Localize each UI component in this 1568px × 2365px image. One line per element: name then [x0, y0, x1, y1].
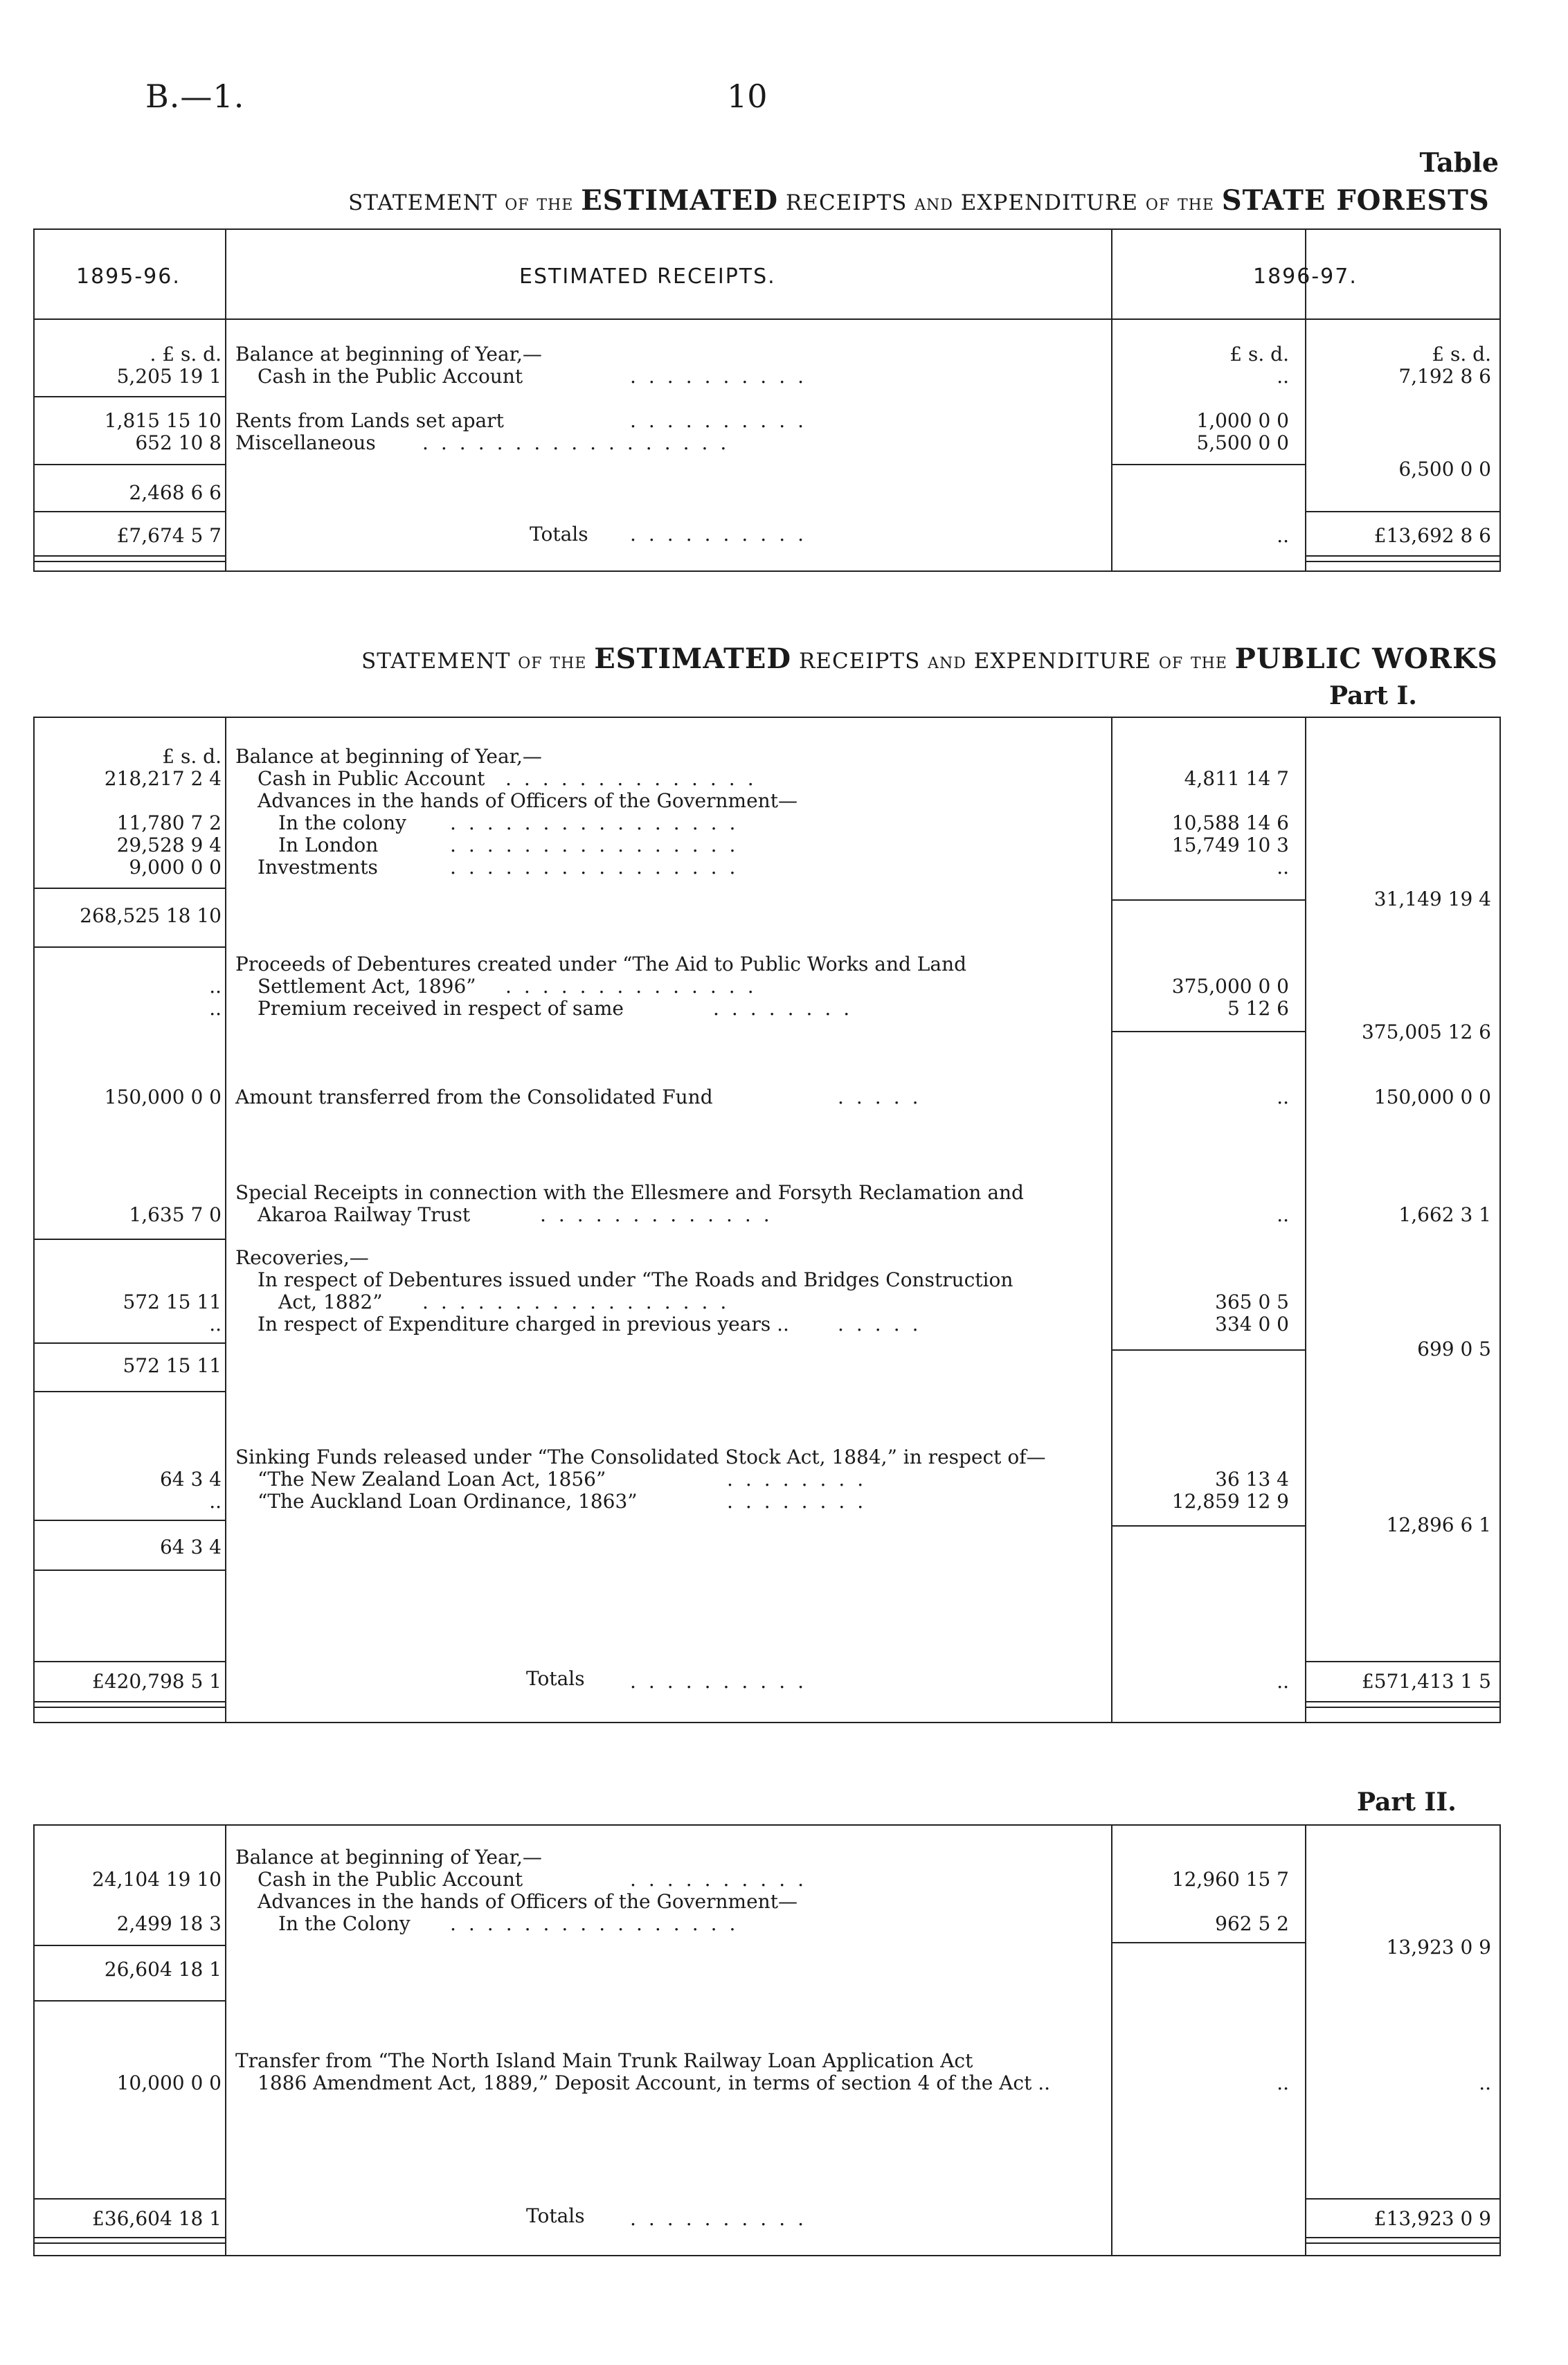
column-header-1895: 1895-96.: [76, 264, 181, 289]
subtotal-1896: 12,896 6 1: [1386, 1513, 1491, 1536]
public-works-part2-table: Balance at beginning of Year,— Cash in the Public Account .......... 24,104 19 10 12,960 15 7 Advances in the hands of Officers of the Government— In the Colony ................ 2,499 18 3 962 5 2 26,604 18 1 13,923 0 9 Transfer from “The North Island Main Trunk Railway Loan Application Act 1886 Amendment Act, 1889,” Deposit Account, in terms of section 4 of the Act .. 10,000 0 0 .. .. Totals .......... £36,604 18 1 £13,923 0 9: [33, 1824, 1501, 2256]
row-label: In respect of Debentures issued under “The Roads and Bridges Construction: [258, 1268, 1013, 1291]
state-forests-title: STATEMENT of the ESTIMATED RECEIPTS and EXPENDITURE of the STATE FORESTS: [348, 184, 1490, 217]
public-works-title: STATEMENT of the ESTIMATED RECEIPTS and EXPENDITURE of the PUBLIC WORKS: [361, 642, 1498, 675]
amount-1895: 5,205 19 1: [116, 365, 222, 388]
row-label: Cash in Public Account: [258, 767, 485, 790]
amount-1895: 2,499 18 3: [116, 1912, 222, 1935]
subtotal-1896: 375,005 12 6: [1361, 1020, 1491, 1043]
amount-1895: 11,780 7 2: [116, 811, 222, 834]
row-label: Amount transferred from the Consolidated Fund: [235, 1086, 713, 1108]
row-label: Cash in the Public Account: [258, 365, 523, 388]
subtotal-1895: 268,525 18 10: [80, 904, 222, 927]
amount-1896-detail: 1,000 0 0: [1196, 409, 1289, 432]
subtotal-1896: 699 0 5: [1417, 1338, 1491, 1360]
row-label: “The Auckland Loan Ordinance, 1863”: [258, 1490, 638, 1513]
row-heading: Balance at beginning of Year,—: [235, 1846, 542, 1869]
row-label: Transfer from “The North Island Main Trunk Railway Loan Application Act: [235, 2049, 973, 2072]
total-1895: £420,798 5 1: [91, 1670, 222, 1693]
units-label: £ s. d.: [162, 745, 222, 768]
amount-1895: ..: [209, 1313, 222, 1336]
row-label: Premium received in respect of same: [258, 997, 624, 1020]
row-label: Special Receipts in connection with the Ellesmere and Forsyth Reclamation and: [235, 1181, 1024, 1204]
subtotal-1895: 2,468 6 6: [129, 481, 222, 504]
amount-1895: 29,528 9 4: [116, 834, 222, 856]
row-heading: Balance at beginning of Year,—: [235, 745, 542, 768]
amount-1895: 10,000 0 0: [116, 2071, 222, 2094]
total-1895: £36,604 18 1: [91, 2207, 222, 2230]
total-1895: £7,674 5 7: [116, 524, 222, 547]
totals-label: Totals: [526, 2204, 585, 2227]
units-label: £ s. d.: [1229, 343, 1289, 366]
amount-1896-detail: ..: [1277, 365, 1289, 388]
amount-1895: 9,000 0 0: [129, 856, 222, 879]
amount-1896-total: ..: [1479, 2071, 1491, 2094]
row-label: “The New Zealand Loan Act, 1856”: [258, 1468, 606, 1491]
amount-1896-detail: 12,960 15 7: [1171, 1868, 1289, 1891]
row-label: 1886 Amendment Act, 1889,” Deposit Account, in terms of section 4 of the Act ..: [258, 2071, 1051, 2094]
row-label: Miscellaneous: [235, 431, 376, 454]
row-heading: Advances in the hands of Officers of the Government—: [258, 1890, 797, 1913]
column-header-receipts: ESTIMATED RECEIPTS.: [519, 264, 776, 289]
amount-1895: 1,635 7 0: [129, 1203, 222, 1226]
amount-1896-detail: 334 0 0: [1215, 1313, 1289, 1336]
row-label: Proceeds of Debentures created under “The Aid to Public Works and Land: [235, 953, 967, 975]
column-header-1896: 1896-97.: [1253, 264, 1358, 289]
amount-1895: 24,104 19 10: [91, 1868, 222, 1891]
row-label: Akaroa Railway Trust: [258, 1203, 471, 1226]
amount-1896-detail: 12,859 12 9: [1171, 1490, 1289, 1513]
amount-1896-detail: 375,000 0 0: [1171, 975, 1289, 998]
amount-1895: 1,815 15 10: [104, 409, 222, 432]
amount-1895: 572 15 11: [123, 1291, 222, 1313]
part-2-heading: Part II.: [1357, 1788, 1457, 1817]
amount-1896-detail: 962 5 2: [1215, 1912, 1289, 1935]
total-1896-detail: ..: [1277, 524, 1289, 547]
amount-1896-total: 150,000 0 0: [1373, 1086, 1491, 1108]
row-label: In the Colony: [278, 1912, 411, 1935]
amount-1896-detail: 365 0 5: [1215, 1291, 1289, 1313]
amount-1896-total: 1,662 3 1: [1398, 1203, 1491, 1226]
amount-1896-detail: 15,749 10 3: [1171, 834, 1289, 856]
amount-1896-total: 7,192 8 6: [1398, 365, 1491, 388]
subtotal-1896: 13,923 0 9: [1386, 1936, 1491, 1959]
amount-1895: 64 3 4: [159, 1468, 222, 1491]
amount-1896-detail: ..: [1277, 2071, 1289, 2094]
row-label: Rents from Lands set apart: [235, 409, 504, 432]
table-label: Table: [1419, 147, 1499, 178]
row-label: Sinking Funds released under “The Consolidated Stock Act, 1884,” in respect of—: [235, 1446, 1046, 1468]
total-1896: £13,692 8 6: [1373, 524, 1491, 547]
document-reference: B.—1.: [145, 78, 245, 115]
subtotal-1896: 31,149 19 4: [1373, 888, 1491, 910]
amount-1896-detail: 5,500 0 0: [1196, 431, 1289, 454]
units-label: £ s. d.: [1432, 343, 1491, 366]
subtotal-1895: 26,604 18 1: [104, 1958, 222, 1981]
amount-1896-detail: ..: [1277, 1086, 1289, 1108]
amount-1895: ..: [209, 997, 222, 1020]
page-number: 10: [727, 78, 768, 115]
row-heading: Balance at beginning of Year,—: [235, 343, 542, 366]
amount-1895: 150,000 0 0: [104, 1086, 222, 1108]
amount-1896-detail: 10,588 14 6: [1171, 811, 1289, 834]
amount-1896-detail: ..: [1277, 1203, 1289, 1226]
total-1896-detail: ..: [1277, 1670, 1289, 1693]
row-label: Settlement Act, 1896”: [258, 975, 476, 998]
amount-1896-detail: ..: [1277, 856, 1289, 879]
public-works-part1-table: £ s. d. Balance at beginning of Year,— Cash in Public Account .............. 218,217 2 4 4,811 14 7 Advances in the hands of Officers of the Government— In the colony ................ 11,780 7 2 10,588 14 6 In London ................ 29,528 9 4 15,749 10 3 Investments ................ 9,000 0 0 .. 268,525 18 10 31,149 19 4 Proceeds of Debentures created under “The Aid to Public Works and Land Settlement Act, 1896” .............. .. 375,000 0 0 Premium received in respect of same ........ .. 5 12 6 375,005 12 6 Amount transferred from the Consolidated Fund ..... 150,000 0 0 .. 150,000 0 0 Special Receipts in connection with the Ellesmere and Forsyth Reclamation and Akaroa Railway Trust ............. 1,635 7 0 .. 1,662 3 1 Recoveries,— In respect of Debentures issued under “The Roads and Bridges Construction Act, 1882” ................. 572 15 11 365 0 5 In respect of Expenditure charged in previous years .. ..... .. 334 0 0 572 15 11 699 0 5 Sinking Funds released under “The Consolidated Stock Act, 1884,” in respect of— “The New Zealand Loan Act, 1856” ........ 64 3 4 36 13 4 “The Auckland Loan Ordinance, 1863” ........ .. 12,859 12 9 64 3 4 12,896 6 1 Totals .......... £420,798 5 1 .. £571,413 1 5: [33, 717, 1501, 1723]
row-label: In respect of Expenditure charged in previous years ..: [258, 1313, 789, 1336]
units-label: . £ s. d.: [150, 343, 222, 366]
row-label: In the colony: [278, 811, 406, 834]
subtotal-1895: 572 15 11: [123, 1354, 222, 1377]
totals-label: Totals: [530, 523, 588, 546]
amount-1895: 652 10 8: [135, 431, 222, 454]
amount-1896-detail: 4,811 14 7: [1184, 767, 1289, 790]
total-1896: £571,413 1 5: [1361, 1670, 1491, 1693]
subtotal-1895: 64 3 4: [159, 1536, 222, 1558]
row-label: Cash in the Public Account: [258, 1868, 523, 1891]
amount-1896-detail: 5 12 6: [1227, 997, 1289, 1020]
subtotal-1896: 6,500 0 0: [1398, 458, 1491, 480]
amount-1896-detail: 36 13 4: [1215, 1468, 1289, 1491]
state-forests-table: 1895-96. ESTIMATED RECEIPTS. 1896-97. . £ s. d. £ s. d. £ s. d. Balance at beginning of Year,— Cash in the Public Account .......... 5,205 19 1 .. 7,192 8 6 Rents from Lands set apart .......... 1,815 15 10 1,000 0 0 Miscellaneous ................. 652 10 8 5,500 0 0 2,468 6 6 6,500 0 0 Totals .......... £7,674 5 7 .. £13,692 8 6: [33, 228, 1501, 572]
amount-1895: ..: [209, 1490, 222, 1513]
part-1-heading: Part I.: [1329, 681, 1417, 710]
row-label: Investments: [258, 856, 378, 879]
row-label: Act, 1882”: [278, 1291, 383, 1313]
totals-label: Totals: [526, 1667, 585, 1690]
amount-1895: 218,217 2 4: [104, 767, 222, 790]
amount-1895: ..: [209, 975, 222, 998]
row-heading: Advances in the hands of Officers of the Government—: [258, 789, 797, 812]
row-heading: Recoveries,—: [235, 1246, 369, 1269]
total-1896: £13,923 0 9: [1373, 2207, 1491, 2230]
row-label: In London: [278, 834, 379, 856]
